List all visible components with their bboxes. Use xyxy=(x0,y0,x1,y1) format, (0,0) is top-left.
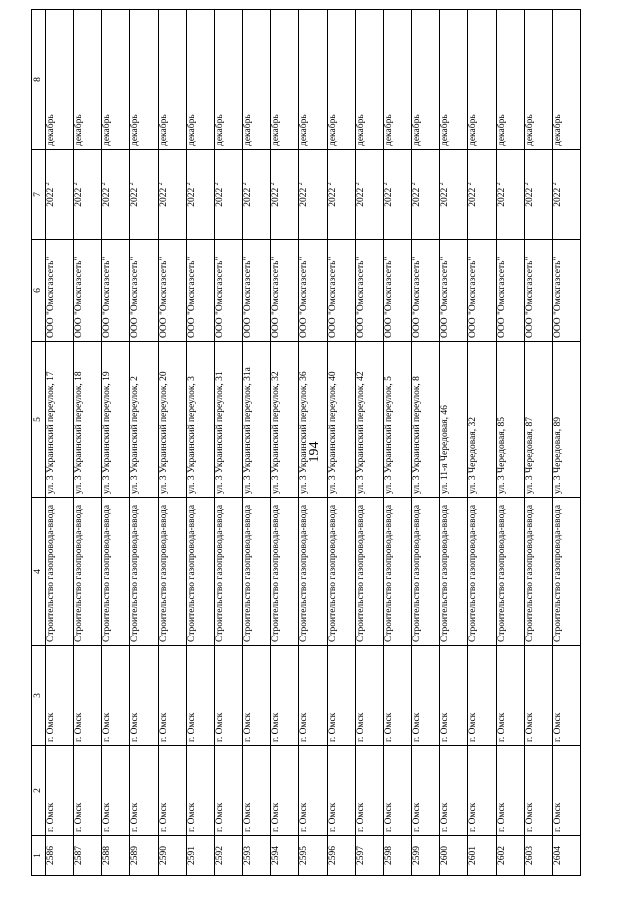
work-type-cell: Строительство газопровода-ввода xyxy=(102,498,130,646)
row-number-cell: 2595 xyxy=(299,836,327,876)
row-number-cell: 2593 xyxy=(243,836,271,876)
work-type-cell: Строительство газопровода-ввода xyxy=(214,498,242,646)
region-cell: г. Омск xyxy=(468,746,496,836)
year-cell: 2022 $^2$ xyxy=(355,150,383,240)
city-cell: г. Омск xyxy=(355,646,383,746)
header-cell: 4 xyxy=(32,498,46,646)
address-cell: ул. 11-я Чередовая, 46 xyxy=(440,342,468,498)
row-number-cell: 2590 xyxy=(158,836,186,876)
region-cell: г. Омск xyxy=(158,746,186,836)
organization-cell: ООО "Омскгазсеть" xyxy=(327,240,355,342)
header-cell: 1 xyxy=(32,836,46,876)
table-row xyxy=(186,10,214,876)
row-number-cell: 2588 xyxy=(102,836,130,876)
city-cell: г. Омск xyxy=(468,646,496,746)
year-cell: 2022 $^2$ xyxy=(496,150,524,240)
address-cell: ул. 3 Украинский переулок, 18 xyxy=(74,342,102,498)
address-cell: ул. 3 Украинский переулок, 42 xyxy=(355,342,383,498)
year-cell: 2022 $^2$ xyxy=(468,150,496,240)
work-type-cell: Строительство газопровода-ввода xyxy=(74,498,102,646)
city-cell: г. Омск xyxy=(299,646,327,746)
year-cell: 2022 $^2$ xyxy=(271,150,299,240)
row-number-cell: 2591 xyxy=(186,836,214,876)
footnote-mark: 2 xyxy=(523,182,530,186)
address-cell: ул. 3 Чередовая, 32 xyxy=(468,342,496,498)
footnote-mark: 2 xyxy=(241,182,248,186)
region-cell: г. Омск xyxy=(130,746,158,836)
work-type-cell: Строительство газопровода-ввода xyxy=(496,498,524,646)
table-row xyxy=(271,10,299,876)
month-cell: декабрь xyxy=(299,10,327,150)
organization-cell: ООО "Омскгазсеть" xyxy=(130,240,158,342)
work-type-cell: Строительство газопровода-ввода xyxy=(243,498,271,646)
footnote-mark: 2 xyxy=(410,182,417,186)
address-cell: ул. 3 Чередовая, 85 xyxy=(496,342,524,498)
table-row xyxy=(383,10,411,876)
table-row xyxy=(440,10,468,876)
header-cell: 8 xyxy=(32,10,46,150)
work-type-cell: Строительство газопровода-ввода xyxy=(412,498,440,646)
organization-cell: ООО "Омскгазсеть" xyxy=(299,240,327,342)
work-type-cell: Строительство газопровода-ввода xyxy=(524,498,552,646)
work-type-cell: Строительство газопровода-ввода xyxy=(130,498,158,646)
footnote-mark: 2 xyxy=(439,182,446,186)
row-number-cell: 2587 xyxy=(74,836,102,876)
address-cell: ул. 3 Украинский переулок, 17 xyxy=(46,342,74,498)
city-cell: г. Омск xyxy=(158,646,186,746)
city-cell: г. Омск xyxy=(552,646,580,746)
month-cell: декабрь xyxy=(46,10,74,150)
month-cell: декабрь xyxy=(355,10,383,150)
year-cell: 2022 $^2$ xyxy=(440,150,468,240)
table-row xyxy=(496,10,524,876)
region-cell: г. Омск xyxy=(412,746,440,836)
table-row xyxy=(468,10,496,876)
year-cell: 2022 $^2$ xyxy=(524,150,552,240)
header-cell: 6 xyxy=(32,240,46,342)
footnote-mark: 2 xyxy=(157,182,164,186)
work-type-cell: Строительство газопровода-ввода xyxy=(552,498,580,646)
table-row xyxy=(524,10,552,876)
row-number-cell: 2592 xyxy=(214,836,242,876)
city-cell: г. Омск xyxy=(412,646,440,746)
region-cell: г. Омск xyxy=(440,746,468,836)
year-cell: 2022 $^2$ xyxy=(412,150,440,240)
row-number-cell: 2594 xyxy=(271,836,299,876)
work-type-cell: Строительство газопровода-ввода xyxy=(271,498,299,646)
organization-cell: ООО "Омскгазсеть" xyxy=(412,240,440,342)
month-cell: декабрь xyxy=(243,10,271,150)
month-cell: декабрь xyxy=(186,10,214,150)
organization-cell: ООО "Омскгазсеть" xyxy=(552,240,580,342)
address-cell: ул. 3 Чередовая, 87 xyxy=(524,342,552,498)
city-cell: г. Омск xyxy=(524,646,552,746)
row-number-cell: 2601 xyxy=(468,836,496,876)
page-number: 194 xyxy=(307,441,322,463)
work-type-cell: Строительство газопровода-ввода xyxy=(468,498,496,646)
header-cell: 2 xyxy=(32,746,46,836)
month-cell: декабрь xyxy=(440,10,468,150)
region-cell: г. Омск xyxy=(524,746,552,836)
table-row xyxy=(299,10,327,876)
footnote-mark: 2 xyxy=(467,182,474,186)
organization-cell: ООО "Омскгазсеть" xyxy=(440,240,468,342)
footnote-mark: 2 xyxy=(213,182,220,186)
footnote-mark: 2 xyxy=(73,182,79,186)
region-cell: г. Омск xyxy=(46,746,74,836)
city-cell: г. Омск xyxy=(383,646,411,746)
month-cell: декабрь xyxy=(102,10,130,150)
year-cell: 2022 $^2$ xyxy=(102,150,130,240)
region-cell: г. Омск xyxy=(243,746,271,836)
address-cell: ул. 3 Украинский переулок, 20 xyxy=(158,342,186,498)
table-row xyxy=(412,10,440,876)
table-row xyxy=(130,10,158,876)
table-row xyxy=(552,10,580,876)
work-type-cell: Строительство газопровода-ввода xyxy=(46,498,74,646)
footnote-mark: 2 xyxy=(354,182,361,186)
address-cell: ул. 3 Украинский переулок, 40 xyxy=(327,342,355,498)
city-cell: г. Омск xyxy=(243,646,271,746)
month-cell: декабрь xyxy=(74,10,102,150)
month-cell: декабрь xyxy=(468,10,496,150)
month-cell: декабрь xyxy=(524,10,552,150)
year-cell: 2022 $^2$ xyxy=(158,150,186,240)
city-cell: г. Омск xyxy=(271,646,299,746)
region-cell: г. Омск xyxy=(74,746,102,836)
region-cell: г. Омск xyxy=(271,746,299,836)
month-cell: декабрь xyxy=(327,10,355,150)
year-cell: 2022 $^2$ xyxy=(243,150,271,240)
footnote-mark: 2 xyxy=(298,182,305,186)
work-type-cell: Строительство газопровода-ввода xyxy=(299,498,327,646)
row-number-cell: 2604 xyxy=(552,836,580,876)
address-cell: ул. 3 Украинский переулок, 32 xyxy=(271,342,299,498)
row-number-cell: 2597 xyxy=(355,836,383,876)
city-cell: г. Омск xyxy=(46,646,74,746)
city-cell: г. Омск xyxy=(327,646,355,746)
work-type-cell: Строительство газопровода-ввода xyxy=(158,498,186,646)
year-cell: 2022 $^2$ xyxy=(214,150,242,240)
header-cell: 7 xyxy=(32,150,46,240)
row-number-cell: 2600 xyxy=(440,836,468,876)
table-row xyxy=(158,10,186,876)
region-cell: г. Омск xyxy=(214,746,242,836)
work-type-cell: Строительство газопровода-ввода xyxy=(355,498,383,646)
footnote-mark: 2 xyxy=(495,182,502,186)
work-type-cell: Строительство газопровода-ввода xyxy=(327,498,355,646)
year-cell: 2022 $^2$ xyxy=(299,150,327,240)
city-cell: г. Омск xyxy=(186,646,214,746)
year-cell: 2022 $^2$ xyxy=(46,150,74,240)
organization-cell: ООО "Омскгазсеть" xyxy=(158,240,186,342)
rotated-table-container xyxy=(31,10,581,876)
footnote-mark: 2 xyxy=(129,182,136,186)
address-cell: ул. 3 Украинский переулок, 5 xyxy=(383,342,411,498)
table-row xyxy=(327,10,355,876)
table-row xyxy=(74,10,102,876)
table-row xyxy=(102,10,130,876)
footnote-mark: 2 xyxy=(270,182,277,186)
region-cell: г. Омск xyxy=(327,746,355,836)
footnote-mark: 2 xyxy=(551,182,558,186)
region-cell: г. Омск xyxy=(496,746,524,836)
city-cell: г. Омск xyxy=(74,646,102,746)
table-row xyxy=(355,10,383,876)
row-number-cell: 2586 xyxy=(46,836,74,876)
row-number-cell: 2599 xyxy=(412,836,440,876)
organization-cell: ООО "Омскгазсеть" xyxy=(102,240,130,342)
region-cell: г. Омск xyxy=(355,746,383,836)
month-cell: декабрь xyxy=(214,10,242,150)
year-cell: 2022 $^2$ xyxy=(130,150,158,240)
organization-cell: ООО "Омскгазсеть" xyxy=(383,240,411,342)
organization-cell: ООО "Омскгазсеть" xyxy=(46,240,74,342)
table-row xyxy=(46,10,74,876)
row-number-cell: 2598 xyxy=(383,836,411,876)
work-type-cell: Строительство газопровода-ввода xyxy=(383,498,411,646)
organization-cell: ООО "Омскгазсеть" xyxy=(214,240,242,342)
city-cell: г. Омск xyxy=(102,646,130,746)
data-table xyxy=(31,9,581,876)
header-cell: 5 xyxy=(32,342,46,498)
region-cell: г. Омск xyxy=(299,746,327,836)
year-cell: 2022 $^2$ xyxy=(327,150,355,240)
footnote-mark: 2 xyxy=(185,182,192,186)
city-cell: г. Омск xyxy=(214,646,242,746)
footnote-mark: 2 xyxy=(326,182,333,186)
month-cell: декабрь xyxy=(158,10,186,150)
address-cell: ул. 3 Украинский переулок, 3 xyxy=(186,342,214,498)
address-cell: ул. 3 Украинский переулок, 31а xyxy=(243,342,271,498)
row-number-cell: 2603 xyxy=(524,836,552,876)
year-cell: 2022 $^2$ xyxy=(383,150,411,240)
address-cell: ул. 3 Украинский переулок, 2 xyxy=(130,342,158,498)
organization-cell: ООО "Омскгазсеть" xyxy=(468,240,496,342)
city-cell: г. Омск xyxy=(496,646,524,746)
row-number-cell: 2596 xyxy=(327,836,355,876)
row-number-cell: 2589 xyxy=(130,836,158,876)
region-cell: г. Омск xyxy=(383,746,411,836)
work-type-cell: Строительство газопровода-ввода xyxy=(440,498,468,646)
address-cell: ул. 3 Украинский переулок, 36 xyxy=(299,342,327,498)
organization-cell: ООО "Омскгазсеть" xyxy=(355,240,383,342)
region-cell: г. Омск xyxy=(552,746,580,836)
organization-cell: ООО "Омскгазсеть" xyxy=(186,240,214,342)
header-cell: 3 xyxy=(32,646,46,746)
table-row xyxy=(214,10,242,876)
month-cell: декабрь xyxy=(271,10,299,150)
header-row xyxy=(32,10,46,876)
month-cell: декабрь xyxy=(552,10,580,150)
month-cell: декабрь xyxy=(412,10,440,150)
year-cell: 2022 $^2$ xyxy=(186,150,214,240)
city-cell: г. Омск xyxy=(440,646,468,746)
organization-cell: ООО "Омскгазсеть" xyxy=(271,240,299,342)
work-type-cell: Строительство газопровода-ввода xyxy=(186,498,214,646)
row-number-cell: 2602 xyxy=(496,836,524,876)
organization-cell: ООО "Омскгазсеть" xyxy=(74,240,102,342)
year-cell: 2022 $^2$ xyxy=(74,150,102,240)
table-row xyxy=(243,10,271,876)
footnote-mark: 2 xyxy=(382,182,389,186)
month-cell: декабрь xyxy=(496,10,524,150)
year-cell: 2022 $^2$ xyxy=(552,150,580,240)
region-cell: г. Омск xyxy=(102,746,130,836)
organization-cell: ООО "Омскгазсеть" xyxy=(524,240,552,342)
address-cell: ул. 3 Украинский переулок, 8 xyxy=(412,342,440,498)
month-cell: декабрь xyxy=(130,10,158,150)
city-cell: г. Омск xyxy=(130,646,158,746)
address-cell: ул. 3 Украинский переулок, 19 xyxy=(102,342,130,498)
organization-cell: ООО "Омскгазсеть" xyxy=(496,240,524,342)
address-cell: ул. 3 Чередовая, 89 xyxy=(552,342,580,498)
address-cell: ул. 3 Украинский переулок, 31 xyxy=(214,342,242,498)
month-cell: декабрь xyxy=(383,10,411,150)
footnote-mark: 2 xyxy=(101,182,108,186)
organization-cell: ООО "Омскгазсеть" xyxy=(243,240,271,342)
region-cell: г. Омск xyxy=(186,746,214,836)
footnote-mark: 2 xyxy=(44,182,51,186)
